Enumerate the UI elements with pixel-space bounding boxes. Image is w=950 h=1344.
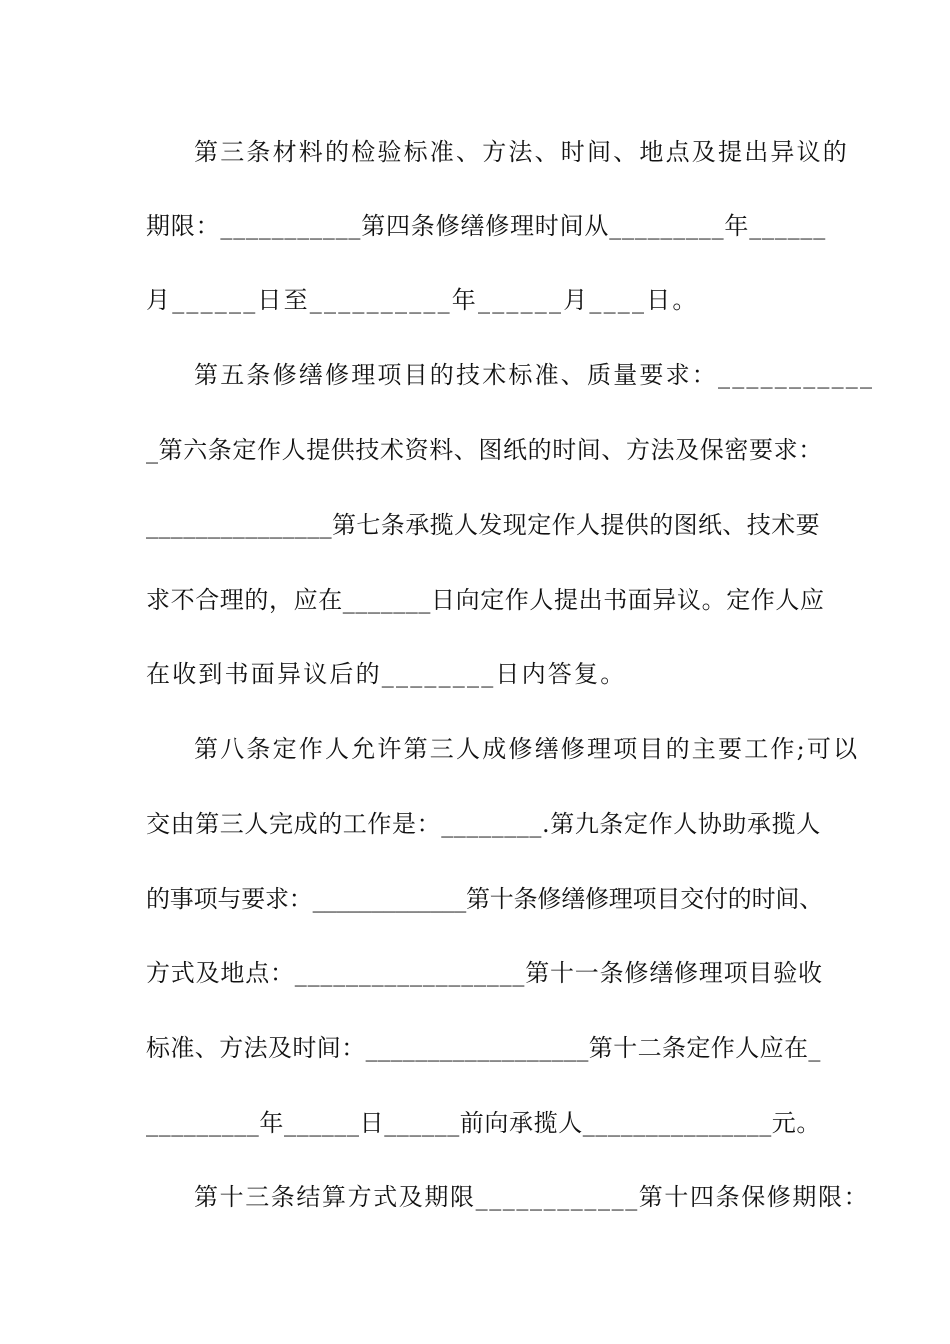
- paragraph-line-10: 交由第三人完成的工作是：________.第九条定作人协助承揽人: [146, 810, 821, 838]
- paragraph-line-8: 在收到书面异议后的________日内答复。: [146, 660, 627, 688]
- paragraph-line-2: 期限：___________第四条修缮修理时间从_________年______: [146, 212, 826, 240]
- paragraph-line-1: 第三条材料的检验标准、方法、时间、地点及提出异议的: [194, 138, 849, 166]
- paragraph-line-3: 月______日至__________年______月____日。: [146, 286, 699, 314]
- paragraph-line-6: _______________第七条承揽人发现定作人提供的图纸、技术要: [146, 511, 820, 539]
- paragraph-line-5: _第六条定作人提供技术资料、图纸的时间、方法及保密要求：: [146, 436, 823, 464]
- paragraph-line-11: 的事项与要求：_____________第十条修缮修理项目交付的时间、: [146, 885, 823, 913]
- paragraph-line-14: _________年______日______前向承揽人_______________元。: [146, 1109, 821, 1137]
- paragraph-line-9: 第八条定作人允许第三人成修缮修理项目的主要工作;可以: [194, 735, 860, 763]
- paragraph-line-4: 第五条修缮修理项目的技术标准、质量要求：___________: [194, 361, 875, 389]
- paragraph-line-15: 第十三条结算方式及期限____________第十四条保修期限：: [194, 1183, 870, 1211]
- paragraph-line-13: 标准、方法及时间：__________________第十二条定作人应在_: [146, 1034, 821, 1062]
- paragraph-line-7: 求不合理的，应在_______日向定作人提出书面异议。定作人应: [146, 586, 825, 614]
- paragraph-line-12: 方式及地点：__________________第十一条修缮修理项目验收: [146, 959, 823, 987]
